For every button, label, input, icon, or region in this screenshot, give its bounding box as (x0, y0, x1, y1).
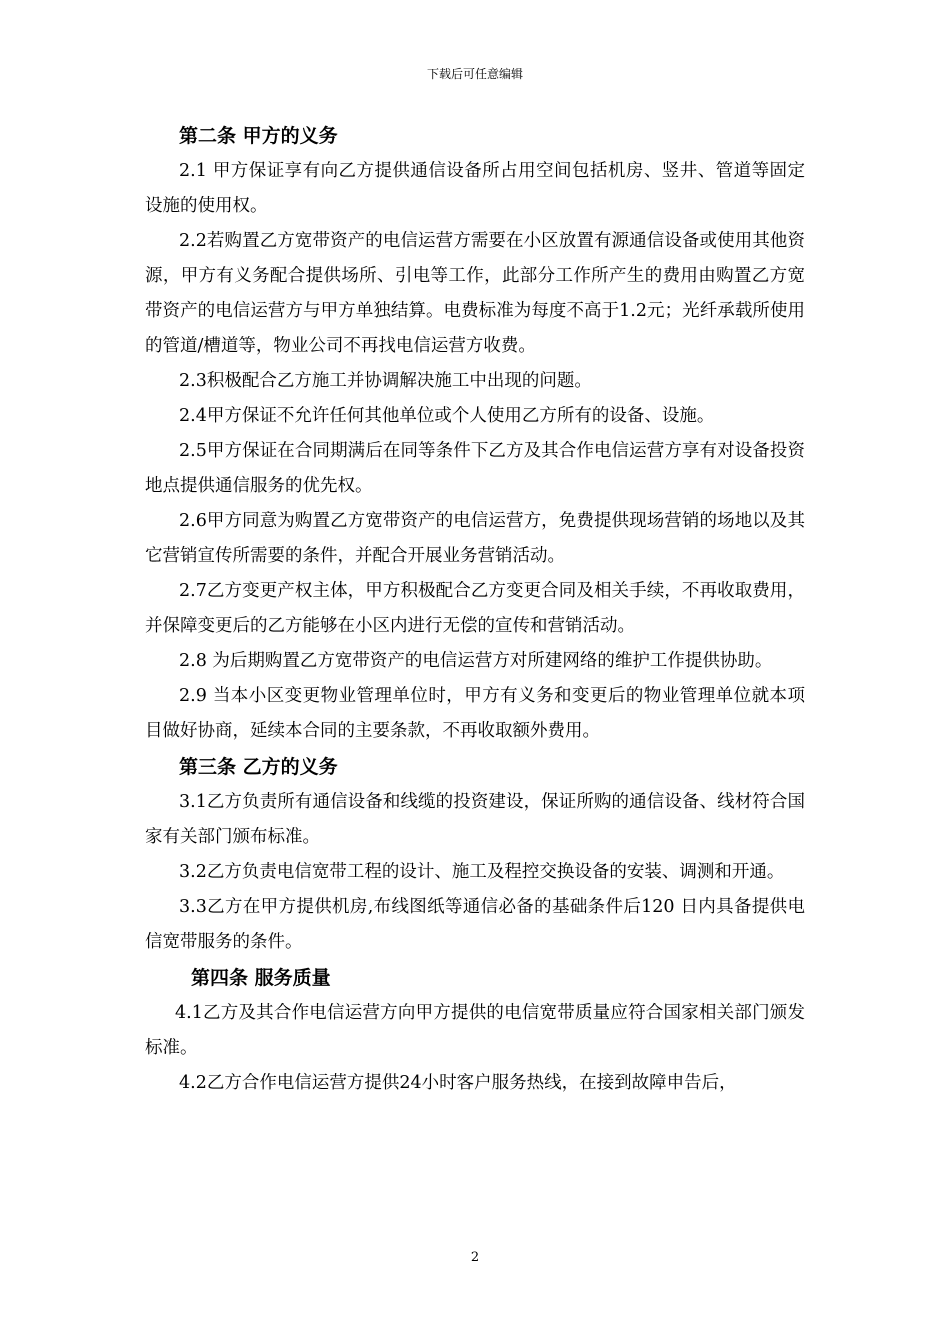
clause-4-1: 4.1乙方及其合作电信运营方向甲方提供的电信宽带质量应符合国家相关部门颁发标准。 (145, 1003, 805, 1058)
section-heading-4: 第四条 服务质量 (191, 967, 331, 989)
clause-2-5: 2.5甲方保证在合同期满后在同等条件下乙方及其合作电信运营方享有对设备投资地点提供通信服务的优先权。 (145, 441, 805, 496)
clause-3-3: 3.3乙方在甲方提供机房,布线图纸等通信必备的基础条件后120 日内具备提供电信宽带服务的条件。 (145, 897, 805, 952)
clause-2-6: 2.6甲方同意为购置乙方宽带资产的电信运营方，免费提供现场营销的场地以及其它营销宣传所需要的条件，并配合开展业务营销活动。 (145, 511, 805, 566)
clause-4-2: 4.2乙方合作电信运营方提供24小时客户服务热线，在接到故障申告后， (179, 1073, 737, 1093)
page-number: 2 (470, 1250, 480, 1265)
document-body (145, 118, 805, 1101)
clause-3-2: 3.2乙方负责电信宽带工程的设计、施工及程控交换设备的安装、调测和开通。 (179, 862, 785, 882)
page-header: 下载后可任意编辑 (426, 67, 523, 81)
clause-2-1: 2.1 甲方保证享有向乙方提供通信设备所占用空间包括机房、竖井、管道等固定设施的使用权。 (145, 161, 805, 216)
clause-2-8: 2.8 为后期购置乙方宽带资产的电信运营方对所建网络的维护工作提供协助。 (179, 651, 773, 671)
clause-2-3: 2.3积极配合乙方施工并协调解决施工中出现的问题。 (179, 371, 592, 391)
clause-2-7: 2.7乙方变更产权主体，甲方积极配合乙方变更合同及相关手续，不再收取费用，并保障变更后的乙方能够在小区内进行无偿的宣传和营销活动。 (145, 581, 805, 636)
section-heading-2: 第二条 甲方的义务 (179, 125, 338, 147)
clause-2-4: 2.4甲方保证不允许任何其他单位或个人使用乙方所有的设备、设施。 (179, 406, 715, 426)
clause-2-9: 2.9 当本小区变更物业管理单位时，甲方有义务和变更后的物业管理单位就本项目做好协商，延续本合同的主要条款，不再收取额外费用。 (145, 686, 805, 741)
section-heading-3: 第三条 乙方的义务 (179, 756, 338, 778)
clause-3-1: 3.1乙方负责所有通信设备和线缆的投资建设，保证所购的通信设备、线材符合国家有关部门颁布标准。 (145, 792, 805, 847)
clause-2-2: 2.2若购置乙方宽带资产的电信运营方需要在小区放置有源通信设备或使用其他资源，甲方有义务配合提供场所、引电等工作，此部分工作所产生的费用由购置乙方宽带资产的电信运营方与甲方单独结算。电费标准为每度不高于1.2元；光纤承载所使用的管道/槽道等，物业公司不再找电信运营方收费。 (145, 231, 805, 356)
